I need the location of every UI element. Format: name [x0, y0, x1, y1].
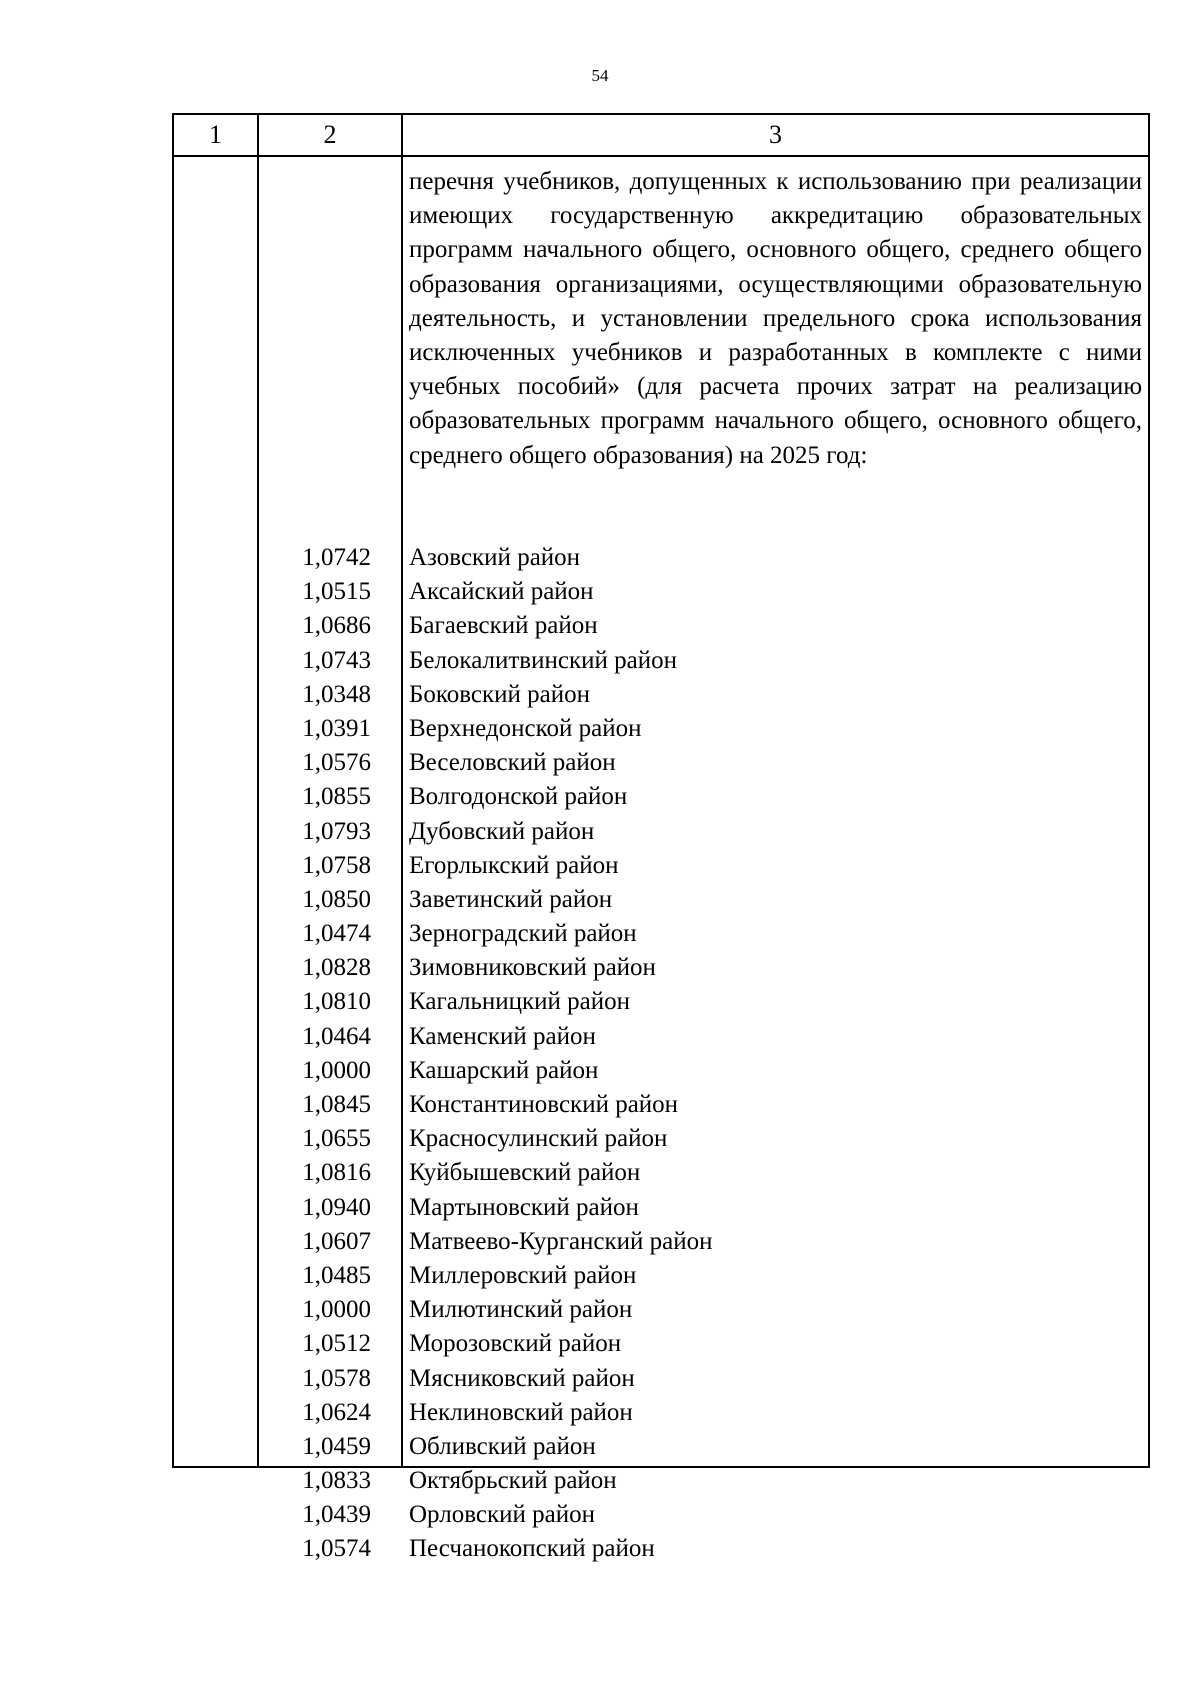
coefficient-value: 1,0810 [302, 988, 371, 1016]
district-name: Милютинский район [409, 1296, 633, 1324]
coefficient-value: 1,0391 [302, 714, 371, 742]
coefficient-table [172, 113, 1150, 1563]
description-column [403, 157, 1148, 1563]
district-name: Мясниковский район [409, 1364, 635, 1392]
district-name: Зимовниковский район [409, 954, 656, 982]
coefficient-value: 1,0607 [302, 1227, 371, 1255]
district-name: Кагальницкий район [409, 988, 631, 1016]
district-name: Октябрьский район [409, 1467, 617, 1495]
coefficient-value: 1,0940 [302, 1193, 371, 1221]
coefficient-value: 1,0845 [302, 1091, 371, 1118]
coefficient-value: 1,0743 [302, 646, 371, 674]
table-body [174, 157, 1148, 1563]
district-name: Песчанокопский район [409, 1535, 655, 1563]
coefficient-value: 1,0850 [302, 885, 371, 913]
coefficient-value: 1,0578 [302, 1364, 371, 1392]
district-name: Обливский район [409, 1432, 596, 1460]
coefficient-value: 1,0828 [302, 954, 371, 982]
district-name: Веселовский район [409, 749, 616, 777]
page-number: 54 [591, 66, 609, 85]
district-name: Неклиновский район [409, 1398, 633, 1426]
district-name: Заветинский район [409, 885, 613, 913]
coefficient-value: 1,0833 [302, 1467, 371, 1495]
coefficient-value: 1,0855 [302, 783, 371, 811]
coefficient-value: 1,0576 [302, 749, 371, 777]
district-name: Багаевский район [409, 612, 598, 640]
district-name: Егорлыкский район [409, 851, 619, 879]
district-name: Матвеево-Курганский район [409, 1227, 713, 1255]
district-name: Орловский район [409, 1501, 595, 1529]
district-name: Константиновский район [409, 1091, 679, 1118]
coefficient-value: 1,0474 [302, 920, 371, 948]
district-name: Куйбышевский район [409, 1159, 641, 1187]
district-name: Азовский район [409, 544, 581, 571]
intro-text: перечня учебников, допущенных к использованию при реализации имеющих государственную аккредитацию образовательных программ начального общего, основного общего, среднего общего образования организациями, осуществляющими образовательную деятельность, и установлении предельного срока использования исключенных учебников и разработанных в комплекте с ними учебных пособий» (для расчета прочих затрат на реализацию образовательных программ начального общего, основного общего, среднего общего образования) на 2025 год: [409, 168, 1142, 469]
coefficient-value: 1,0512 [302, 1330, 371, 1358]
coefficient-value: 1,0348 [302, 680, 371, 708]
district-name: Белокалитвинский район [409, 646, 677, 674]
district-name: Мартыновский район [409, 1193, 639, 1221]
coefficient-value: 1,0686 [302, 612, 371, 640]
column-1-cell [174, 157, 259, 1466]
coefficient-value: 1,0758 [302, 851, 371, 879]
district-name: Морозовский район [409, 1330, 622, 1358]
column-header-2: 2 [259, 115, 403, 155]
coefficient-value: 1,0742 [302, 544, 371, 571]
district-name: Кашарский район [409, 1056, 599, 1084]
coefficient-value: 1,0485 [302, 1261, 371, 1289]
table-header-row [174, 115, 1148, 157]
column-header-1: 1 [174, 115, 259, 155]
coefficient-value: 1,0655 [302, 1125, 371, 1153]
coefficient-value: 1,0000 [302, 1296, 371, 1324]
district-name: Каменский район [409, 1022, 596, 1050]
district-name: Верхнедонской район [409, 714, 642, 742]
coefficient-value: 1,0816 [302, 1159, 371, 1187]
column-header-3: 3 [769, 120, 782, 149]
district-name: Боковский район [409, 680, 590, 708]
district-name: Зерноградский район [409, 920, 637, 948]
coefficient-value: 1,0574 [302, 1535, 371, 1563]
coefficient-value: 1,0000 [302, 1056, 371, 1084]
coefficient-column [259, 157, 403, 1563]
district-name: Красносулинский район [409, 1125, 668, 1153]
district-name: Миллеровский район [409, 1261, 637, 1289]
district-name: Аксайский район [409, 578, 594, 606]
coefficient-value: 1,0439 [302, 1501, 371, 1529]
coefficient-value: 1,0624 [302, 1398, 371, 1426]
coefficient-value: 1,0793 [302, 817, 371, 845]
district-name: Дубовский район [409, 817, 595, 845]
district-name: Волгодонской район [409, 783, 628, 811]
coefficient-value: 1,0515 [302, 578, 371, 606]
coefficient-value: 1,0464 [302, 1022, 371, 1050]
coefficient-value: 1,0459 [302, 1432, 371, 1460]
